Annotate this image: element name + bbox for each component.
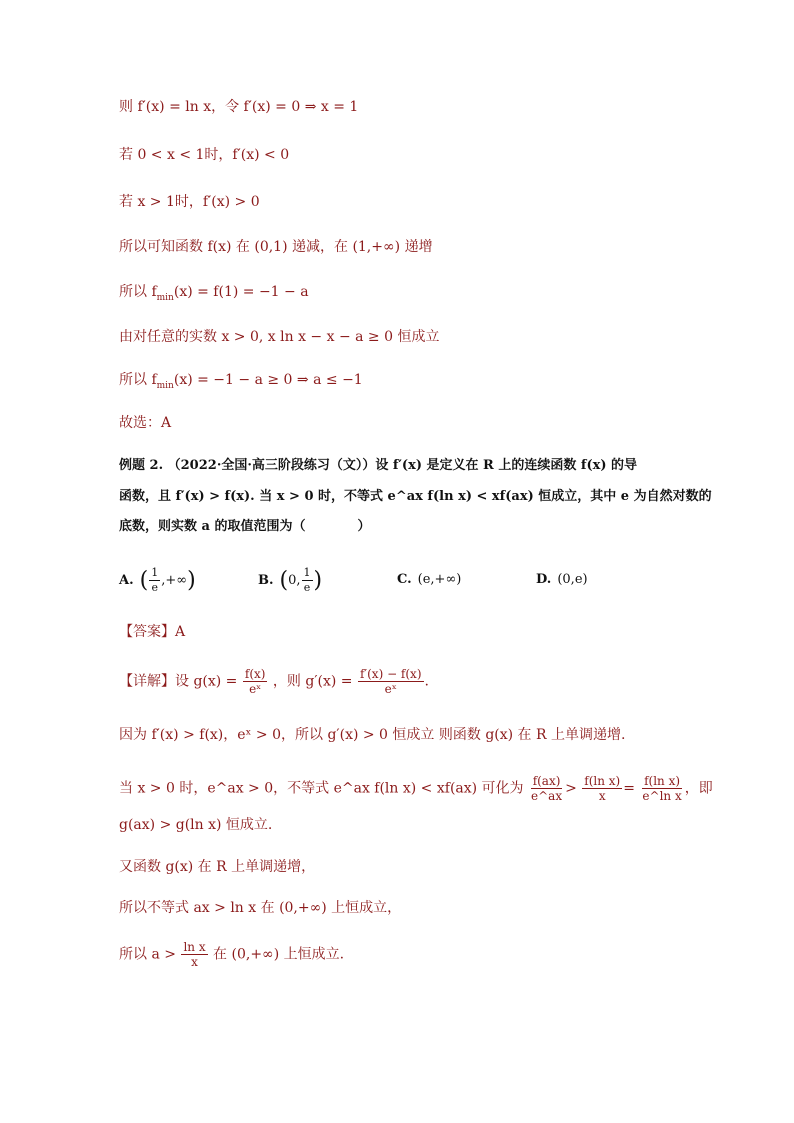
option-d: D. (0,e) (536, 572, 588, 587)
example-question-line-1: 例题 2. （2022·全国·高三阶段练习（文））设 f′(x) 是定义在 R 上的连续函数 f(x) 的导 (119, 458, 638, 473)
option-a: A. ( $\frac{1}{e}$ ,+∞) (119, 566, 196, 594)
detail-line-2: 因为 f′(x) > f(x)，eˣ > 0，所以 g′(x) > 0 恒成立 则函数 g(x) 在 R 上单调递增. (119, 727, 626, 743)
solution-line-8: 故选：A (119, 415, 172, 431)
example-question-line-2: 函数，且 f′(x) > f(x). 当 x > 0 时，不等式 e^ax f(ln x) < xf(ax) 恒成立，其中 e 为自然对数的 (119, 489, 712, 504)
solution-line-1: 则 f′(x) = ln x，令 f′(x) = 0 ⇒ x = 1 (119, 99, 359, 115)
solution-line-5: 所以 $f_{min}(x) = f(1) = -1 - a$ (119, 284, 309, 303)
solution-line-4: 所以可知函数 f(x) 在 (0,1) 递减，在 (1,+∞) 递增 (119, 239, 433, 255)
solution-line-3: 若 x > 1时，f′(x) > 0 (119, 194, 260, 210)
detail-line-7: 所以 a > $\frac{\text{ln x}}{x}$ 在 (0,+∞) 上恒成立. (119, 940, 345, 969)
example-label: 例题 2. (119, 458, 164, 473)
detail-line-6: 所以不等式 ax > ln x 在 (0,+∞) 上恒成立， (119, 900, 402, 916)
solution-line-7: 所以 $f_{min}(x) = -1 - a \ge 0$ ⇒ a ≤ −1 (119, 372, 363, 391)
detail-line-4: g(ax) > g(ln x) 恒成立. (119, 817, 273, 833)
detail-line-5: 又函数 g(x) 在 R 上单调递增， (119, 859, 316, 875)
detail-line-1: 【详解】设 g(x) = $\frac{f(x)}{\text{eˣ}}$ ，则 g′(x) = $\frac{f'(x) - f(x)}{\text{eˣ}}$ . (119, 667, 429, 696)
answer-line: 【答案】A (119, 624, 186, 640)
option-c: C. (e,+∞) (397, 572, 462, 587)
solution-line-2: 若 0 < x < 1时，f′(x) < 0 (119, 147, 290, 163)
option-b: B. (0, $\frac{1}{e}$ ) (258, 566, 323, 594)
solution-line-6: 由对任意的实数 x > 0, x ln x − x − a ≥ 0 恒成立 (119, 329, 440, 345)
detail-label: 【详解】 (119, 673, 175, 690)
example-question-line-3: 底数，则实数 a 的取值范围为（ ） (119, 519, 371, 534)
detail-line-3: 当 x > 0 时，e^ax > 0，不等式 e^ax f(ln x) < xf(ax) 可化为 $\frac{f(ax)}{e\^{}ax}$ > $\frac{\text{f(ln x)}}{x}$ = $\frac{\text{f(ln x)}}{\text{e\textasciicircum{}ln x}}$ ，即 (119, 774, 713, 803)
